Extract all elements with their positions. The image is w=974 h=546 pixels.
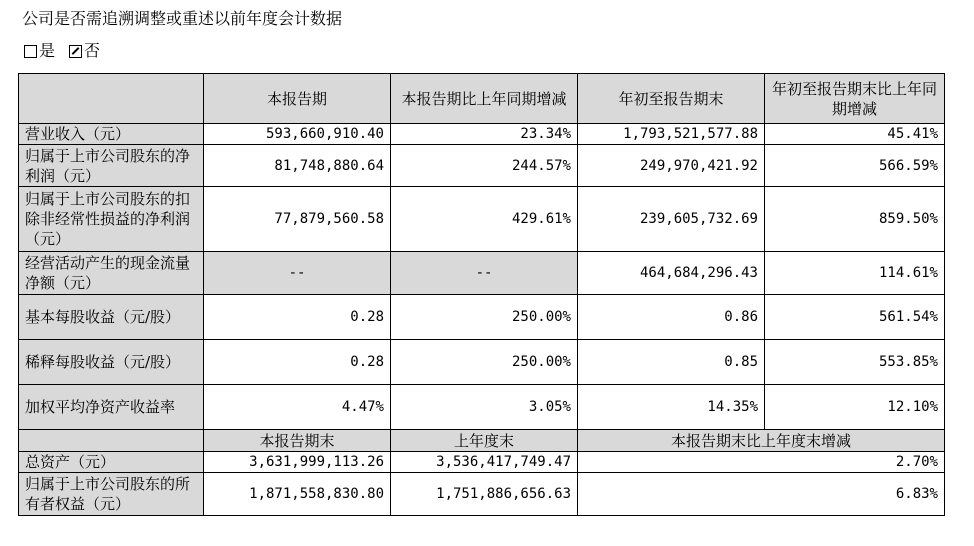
table-row	[19, 187, 945, 252]
value-cell: 593,660,910.40	[204, 124, 391, 145]
value-cell: 114.61%	[765, 252, 945, 295]
table-header-row	[19, 74, 945, 124]
value-cell: 249,970,421.92	[578, 145, 765, 187]
table-row	[19, 145, 945, 187]
unchecked-checkbox-icon[interactable]	[24, 45, 37, 58]
sub-header-row	[19, 430, 945, 452]
header-cell: 本报告期	[204, 74, 391, 124]
financial-data-table	[18, 73, 945, 516]
table-row	[19, 452, 945, 473]
row-label: 营业收入（元）	[19, 124, 204, 145]
value-cell: 561.54%	[765, 295, 945, 340]
value-cell: 553.85%	[765, 340, 945, 385]
table-row	[19, 340, 945, 385]
value-cell: 12.10%	[765, 385, 945, 430]
header-cell: 年初至报告期末比上年同期增减	[765, 74, 945, 124]
value-cell: 1,793,521,577.88	[578, 124, 765, 145]
table-row	[19, 295, 945, 340]
header-cell: 年初至报告期末	[578, 74, 765, 124]
value-cell: 14.35%	[578, 385, 765, 430]
value-cell: 244.57%	[391, 145, 578, 187]
value-cell: 566.59%	[765, 145, 945, 187]
value-cell: 1,751,886,656.63	[391, 473, 578, 516]
value-cell: 1,871,558,830.80	[204, 473, 391, 516]
row-label: 归属于上市公司股东的所有者权益（元）	[19, 473, 204, 516]
value-cell: 0.86	[578, 295, 765, 340]
value-cell: 45.41%	[765, 124, 945, 145]
row-label: 稀释每股收益（元/股）	[19, 340, 204, 385]
value-cell: 4.47%	[204, 385, 391, 430]
value-cell: 3.05%	[391, 385, 578, 430]
table-row	[19, 124, 945, 145]
table-row	[19, 473, 945, 516]
value-cell: 23.34%	[391, 124, 578, 145]
value-cell: 250.00%	[391, 340, 578, 385]
option-yes[interactable]	[24, 40, 55, 62]
table-row	[19, 252, 945, 295]
value-cell: 3,536,417,749.47	[391, 452, 578, 473]
value-cell: 464,684,296.43	[578, 252, 765, 295]
value-cell: 81,748,880.64	[204, 145, 391, 187]
value-cell: --	[204, 252, 391, 295]
value-cell: 250.00%	[391, 295, 578, 340]
sub-header-cell: 本报告期末比上年度末增减	[578, 430, 945, 452]
value-cell: 859.50%	[765, 187, 945, 252]
value-cell: 3,631,999,113.26	[204, 452, 391, 473]
yes-no-options	[24, 40, 114, 62]
row-label: 基本每股收益（元/股）	[19, 295, 204, 340]
option-no-label: 否	[84, 41, 101, 60]
checked-checkbox-icon[interactable]	[69, 45, 82, 58]
row-label: 归属于上市公司股东的净利润（元）	[19, 145, 204, 187]
sub-header-cell: 本报告期末	[204, 430, 391, 452]
header-cell: 本报告期比上年同期增减	[391, 74, 578, 124]
header-corner-cell	[19, 74, 204, 124]
row-label: 归属于上市公司股东的扣除非经常性损益的净利润（元）	[19, 187, 204, 252]
value-cell: 429.61%	[391, 187, 578, 252]
value-cell: 0.28	[204, 295, 391, 340]
option-no[interactable]	[69, 40, 100, 62]
value-cell: 239,605,732.69	[578, 187, 765, 252]
option-yes-label: 是	[39, 41, 56, 60]
value-cell: 77,879,560.58	[204, 187, 391, 252]
table-row	[19, 385, 945, 430]
sub-header-corner-cell	[19, 430, 204, 452]
value-cell: 0.85	[578, 340, 765, 385]
value-cell: 2.70%	[578, 452, 945, 473]
sub-header-cell: 上年度末	[391, 430, 578, 452]
disclosure-question: 公司是否需追溯调整或重述以前年度会计数据	[22, 9, 343, 28]
value-cell: 6.83%	[578, 473, 945, 516]
value-cell: 0.28	[204, 340, 391, 385]
row-label: 总资产（元）	[19, 452, 204, 473]
row-label: 加权平均净资产收益率	[19, 385, 204, 430]
value-cell: --	[391, 252, 578, 295]
row-label: 经营活动产生的现金流量净额（元）	[19, 252, 204, 295]
